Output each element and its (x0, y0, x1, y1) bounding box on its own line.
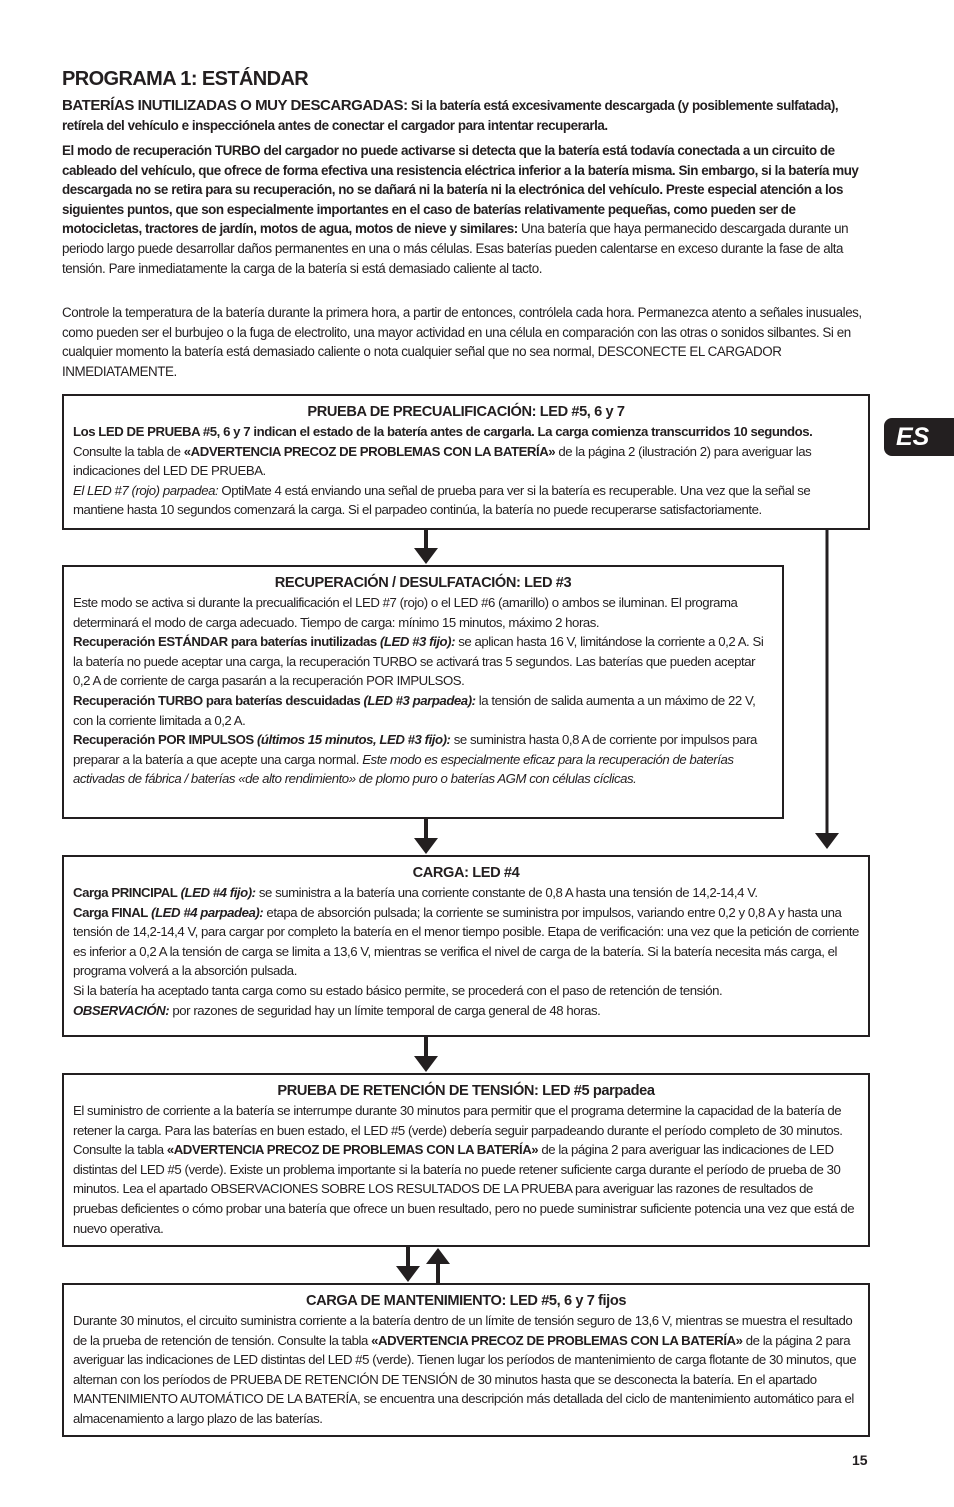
retention-table-ref: «ADVERTENCIA PRECOZ DE PROBLEMAS CON LA BATERÍA» (166, 1142, 539, 1158)
recovery-pulse-led: (últimos 15 minutos, LED #3 fijo): (253, 732, 451, 748)
recovery-standard-label: Recuperación ESTÁNDAR para baterías inutilizadas (73, 634, 377, 650)
precheck-led7-text: OptiMate 4 está enviando una señal de prueba para ver si la batería es recuperable. Una vez que la señal se mantiene hasta 10 segundos comenzará la carga. Si el parpadeo continúa, la batería no puede recuperarse satisfactoriamente. (73, 482, 811, 518)
maintenance-text-a: Durante 30 minutos, el circuito suministra corriente a la batería dentro de un límite de tensión seguro de 13,6 V, mientras se muestra el resultado de la prueba de retención de tensión. Consulte la tabla (73, 1313, 853, 1348)
arrow-down-2 (414, 819, 438, 854)
retention-text-c: de la página 2 para averiguar las indicaciones de LED distintas del LED #5 (verde). Existe un problema importante si la batería no puede retener suficiente carga durante el período de prueba de 30 minutos. Lea el apartado OBSERVACIONES SOBRE LOS RESULTADOS DE LA PRUEBA para averiguar las razones de resultados de pruebas deficientes o cómo probar una batería que ofrece un buen resultado, pero no puede suministrar suficiente potencia una vez que está de nuevo operativa. (73, 1142, 855, 1236)
charge-main-led: (LED #4 fijo): (177, 885, 256, 900)
arrow-down-3 (414, 1037, 438, 1072)
arrow-side-bypass (815, 530, 839, 849)
recovery-title: RECUPERACIÓN / DESULFATACIÓN: LED #3 (274, 575, 572, 591)
charge-observation-label: OBSERVACIÓN: (73, 1002, 170, 1018)
charge-final-text: etapa de absorción pulsada; la corriente se suministra por impulsos, variando entre 0,2 y 0,8 A y hasta una tensión de 14,2-14,4 V, para cargar por completo la batería en el menor tiempo posible. Etapa de verificación: una vez que la petición de corriente es inferior a 0,2 A la tensión de carga se limita a 13,6 V, mientras se verifica el nivel de carga de la batería. Si la batería necesita más carga, el programa volverá a la absorción pulsada. (73, 904, 859, 979)
arrow-down-1 (414, 530, 438, 564)
recovery-turbo-text: la tensión de salida aumenta a un máximo de 22 V, con la corriente limitada a 0,2 A. (73, 692, 756, 728)
intro-warning-detail: Una batería que haya permanecido descargada durante un periodo largo puede desarrollar daños permanentes en una o más células. Esas baterías pueden calentarse en exceso durante la fase de alta tensión. Pare inmediatamente la carga de la batería si está demasiado caliente al tacto. (62, 221, 849, 276)
charge-main-text: se suministra a la batería una corriente constante de 0,8 A hasta una tensión de 14,2-14,4 V. (255, 885, 758, 900)
intro-lead-rest: Si la batería está excesivamente descargada (y posiblemente sulfatada), retírela del vehículo e inspecciónela antes de conectar el cargador para intentar recuperarla. (62, 98, 839, 133)
charge-final-label: Carga FINAL (73, 904, 148, 920)
page-heading: PROGRAMA 1: ESTÁNDAR (62, 68, 309, 90)
recovery-pulse-text: se suministra hasta 0,8 A de corriente por impulsos para preparar a la batería a que acepte una carga normal. (73, 732, 757, 767)
precheck-table-ref: «ADVERTENCIA PRECOZ DE PROBLEMAS CON LA BATERÍA» (183, 443, 556, 459)
charge-main-label: Carga PRINCIPAL (73, 885, 178, 900)
precheck-title: PRUEBA DE PRECUALIFICACIÓN: LED #5, 6 y 7 (307, 404, 625, 420)
maintenance-table-ref: «ADVERTENCIA PRECOZ DE PROBLEMAS CON LA BATERÍA» (371, 1332, 743, 1348)
recovery-pulse-note: Este modo es especialmente eficaz para la recuperación de baterías activadas de fábrica / baterías «de alto rendimiento» de plomo puro o baterías AGM con células cíclicas. (73, 751, 734, 787)
arrow-up-5 (426, 1248, 450, 1283)
precheck-line-2-end: de la página 2 (ilustración 2) para averiguar las indicaciones del LED DE PRUEBA. (73, 443, 812, 479)
recovery-turbo-label: Recuperación TURBO para baterías descuidadas (73, 692, 361, 708)
retention-text-a: El suministro de corriente a la batería se interrumpe durante 30 minutos para permitir que el programa determine la capacidad de la batería de retener la carga. Para las baterías en buen estado, el LED #5 (verde) debería seguir parpadeando durante el período completo de 30 minutos. Consulte la tabla (73, 1103, 843, 1158)
intro-warning: El modo de recuperación TURBO del cargador no puede activarse si detecta que la batería está todavía conectada a un circuito de cableado del vehículo, que ofrece de forma efectiva una resistencia eléctrica inferior a la batería misma. Sin embargo, si la batería muy descargada no se retira para su recuperación, no se dañará ni la batería ni la electrónica del vehículo. Preste especial atención a los siguientes puntos, que son especialmente importantes en el caso de baterías relativamente pequeñas, como pueden ser de motocicletas, tractores de jardín, motos de agua, motos de nieve y similares: (62, 143, 859, 237)
recovery-turbo-led: (LED #3 parpadea): (360, 692, 476, 708)
recovery-line-1: Este modo se activa si durante la precualificación el LED #7 (rojo) o el LED #6 (amarillo) o ambos se iluminan. El programa determinará el modo de carga adecuado. Tiempo de carga: mínimo 15 minutos, máximo 2 horas. (73, 595, 738, 630)
recovery-pulse-label: Recuperación POR IMPULSOS (73, 732, 254, 748)
maintenance-text-c: de la página 2 para averiguar las indicaciones de LED distintas del LED #5 (verde). Tienen lugar los períodos de mantenimiento de carga flotante de 30 minutos, que alternan con los períodos de PRUEBA DE RETENCIÓN DE TENSIÓN de 30 minutos hasta que se desconecta la batería. En el apartado MANTENIMIENTO AUTOMÁTICO DE LA BATERÍA, se encuentra una descripción más detallada del ciclo de mantenimiento automático para el almacenamiento a largo plazo de las baterías. (73, 1332, 857, 1426)
charge-observation-text: por razones de seguridad hay un límite temporal de carga general de 48 horas. (169, 1002, 601, 1018)
precheck-line-1: Los LED DE PRUEBA #5, 6 y 7 indican el estado de la batería antes de cargarla. La carga comienza transcurridos 10 segundos. (73, 424, 813, 439)
page-number: 15 (852, 1452, 868, 1468)
precheck-line-2-text: Consulte la tabla de (73, 443, 184, 459)
arrow-down-4 (396, 1247, 420, 1282)
precheck-led7-label: El LED #7 (rojo) parpadea: (73, 482, 219, 498)
retention-title: PRUEBA DE RETENCIÓN DE TENSIÓN: LED #5 parpadea (277, 1083, 655, 1099)
intro-temperature-note: Controle la temperatura de la batería durante la primera hora, a partir de entonces, contrólela cada hora. Permanezca atento a señales inusuales, como pueden ser el burbujeo o la fuga de electrolito, una mayor actividad en una célula en comparación con las otras o sonidos silbantes. Si en cualquier momento la batería está demasiado caliente o nota cualquier señal que no sea normal, DESCONECTE EL CARGADOR INMEDIATAMENTE. (62, 305, 862, 379)
maintenance-title: CARGA DE MANTENIMIENTO: LED #5, 6 y 7 fijos (305, 1293, 627, 1309)
charge-final-led: (LED #4 parpadea): (147, 904, 264, 920)
recovery-standard-text: se aplican hasta 16 V, limitándose la corriente a 0,2 A. Si la batería no puede aceptar una carga, la recuperación TURBO se activará tras 5 segundos. Las baterías que pueden aceptar 0,2 A de corriente de carga pasarán a la recuperación POR IMPULSOS. (73, 634, 764, 689)
recovery-standard-led: (LED #3 fijo): (376, 634, 456, 650)
charge-retention-step: Si la batería ha aceptado tanta carga como su estado básico permite, se procederá con el paso de retención de tensión. (73, 982, 723, 998)
language-tab: ES (884, 418, 954, 456)
intro-lead: BATERÍAS INUTILIZADAS O MUY DESCARGADAS: (62, 97, 408, 114)
charge-title: CARGA: LED #4 (412, 865, 520, 881)
